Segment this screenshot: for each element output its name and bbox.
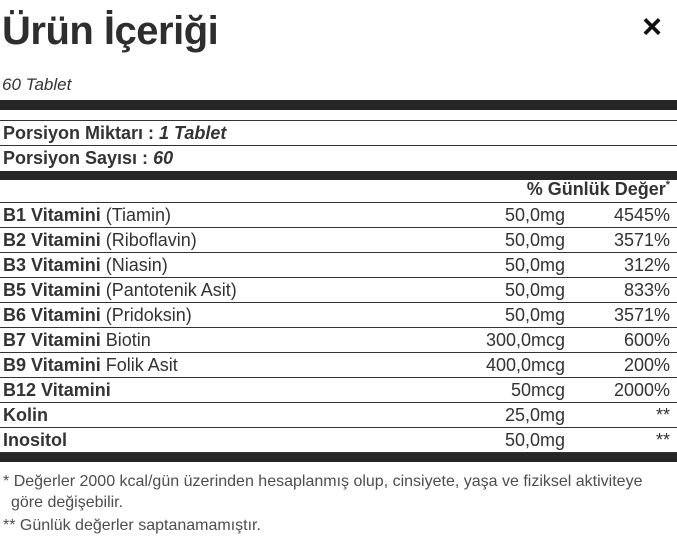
nutrient-amount: 400,0mcg [485, 354, 565, 375]
nutrient-daily-value: 312% [623, 254, 670, 275]
modal-header [0, 8, 677, 54]
serving-size-value: 1 Tablet [159, 122, 227, 143]
serving-size-label: Porsiyon Miktarı : [3, 122, 155, 143]
nutrient-name: B1 Vitamini [3, 204, 101, 225]
serving-size-row [0, 121, 677, 146]
serving-info [0, 120, 677, 171]
nutrient-name: Inositol [3, 429, 67, 450]
nutrient-amount: 25,0mg [504, 404, 565, 425]
table-row [0, 203, 677, 228]
nutrient-detail: Biotin [105, 329, 151, 350]
nutrient-daily-value: 200% [623, 354, 670, 375]
nutrient-name: B6 Vitamini [3, 304, 101, 325]
nutrient-name: Kolin [3, 404, 48, 425]
footnote-mark: * [3, 473, 10, 490]
close-icon[interactable]: × [642, 8, 662, 46]
divider-bar-top [0, 100, 677, 110]
serving-count-value: 60 [153, 148, 174, 168]
nutrient-amount: 50,0mg [504, 204, 565, 225]
page-title: Ürün İçeriği [2, 9, 219, 53]
nutrient-detail: (Tiamin) [105, 204, 172, 225]
daily-value-header-label: % Günlük Değer [526, 179, 666, 199]
nutrient-daily-value: ** [655, 429, 670, 450]
table-row [0, 303, 677, 328]
nutrient-amount: 50,0mg [504, 279, 565, 300]
divider-bar-bottom [0, 453, 677, 462]
nutrient-daily-value: 3571% [613, 229, 670, 250]
footnotes [0, 471, 677, 536]
nutrient-detail: Folik Asit [105, 354, 178, 375]
nutrient-daily-value: 4545% [613, 204, 670, 225]
nutrient-daily-value: ** [655, 404, 670, 425]
table-row [0, 228, 677, 253]
daily-value-footnote-mark: * [665, 179, 670, 191]
footnote-text: Günlük değerler saptanamamıştır. [19, 517, 261, 534]
table-row [0, 378, 677, 403]
nutrient-name: B2 Vitamini [3, 229, 101, 250]
nutrient-amount: 300,0mcg [485, 329, 565, 350]
nutrient-amount: 50,0mg [504, 429, 565, 450]
nutrient-amount: 50,0mg [504, 229, 565, 250]
nutrient-detail: (Pantotenik Asit) [105, 279, 237, 300]
nutrient-name: B3 Vitamini [3, 254, 101, 275]
table-row [0, 428, 677, 453]
footnote-daily-value [3, 471, 663, 513]
tablet-count-subtitle: 60 Tablet [2, 75, 72, 94]
nutrient-daily-value: 3571% [613, 304, 670, 325]
table-row [0, 253, 677, 278]
nutrient-daily-value: 2000% [613, 379, 670, 400]
nutrient-amount: 50mcg [510, 379, 565, 400]
nutrient-amount: 50,0mg [504, 254, 565, 275]
nutrient-daily-value: 833% [623, 279, 670, 300]
nutrient-name: B5 Vitamini [3, 279, 101, 300]
serving-count-label: Porsiyon Sayısı : [3, 148, 149, 168]
daily-value-header [527, 179, 670, 200]
table-header-row [0, 180, 677, 203]
table-row [0, 328, 677, 353]
table-row [0, 278, 677, 303]
nutrient-name: B9 Vitamini [3, 354, 101, 375]
nutrient-name: B12 Vitamini [3, 379, 111, 400]
serving-count-row [0, 146, 677, 171]
nutrient-detail: (Niasin) [105, 254, 168, 275]
table-row [0, 353, 677, 378]
footnote-text: Değerler 2000 kcal/gün üzerinden hesaplanmış olup, cinsiyete, yaşa ve fiziksel aktiviteye göre değişebilir. [11, 473, 643, 511]
nutrient-amount: 50,0mg [504, 304, 565, 325]
table-row [0, 403, 677, 428]
nutrition-table [0, 203, 677, 453]
footnote-mark: ** [3, 517, 16, 534]
nutrient-name: B7 Vitamini [3, 329, 101, 350]
nutrient-detail: (Riboflavin) [105, 229, 197, 250]
nutrient-detail: (Pridoksin) [105, 304, 192, 325]
footnote-not-established [3, 515, 663, 536]
nutrient-daily-value: 600% [623, 329, 670, 350]
